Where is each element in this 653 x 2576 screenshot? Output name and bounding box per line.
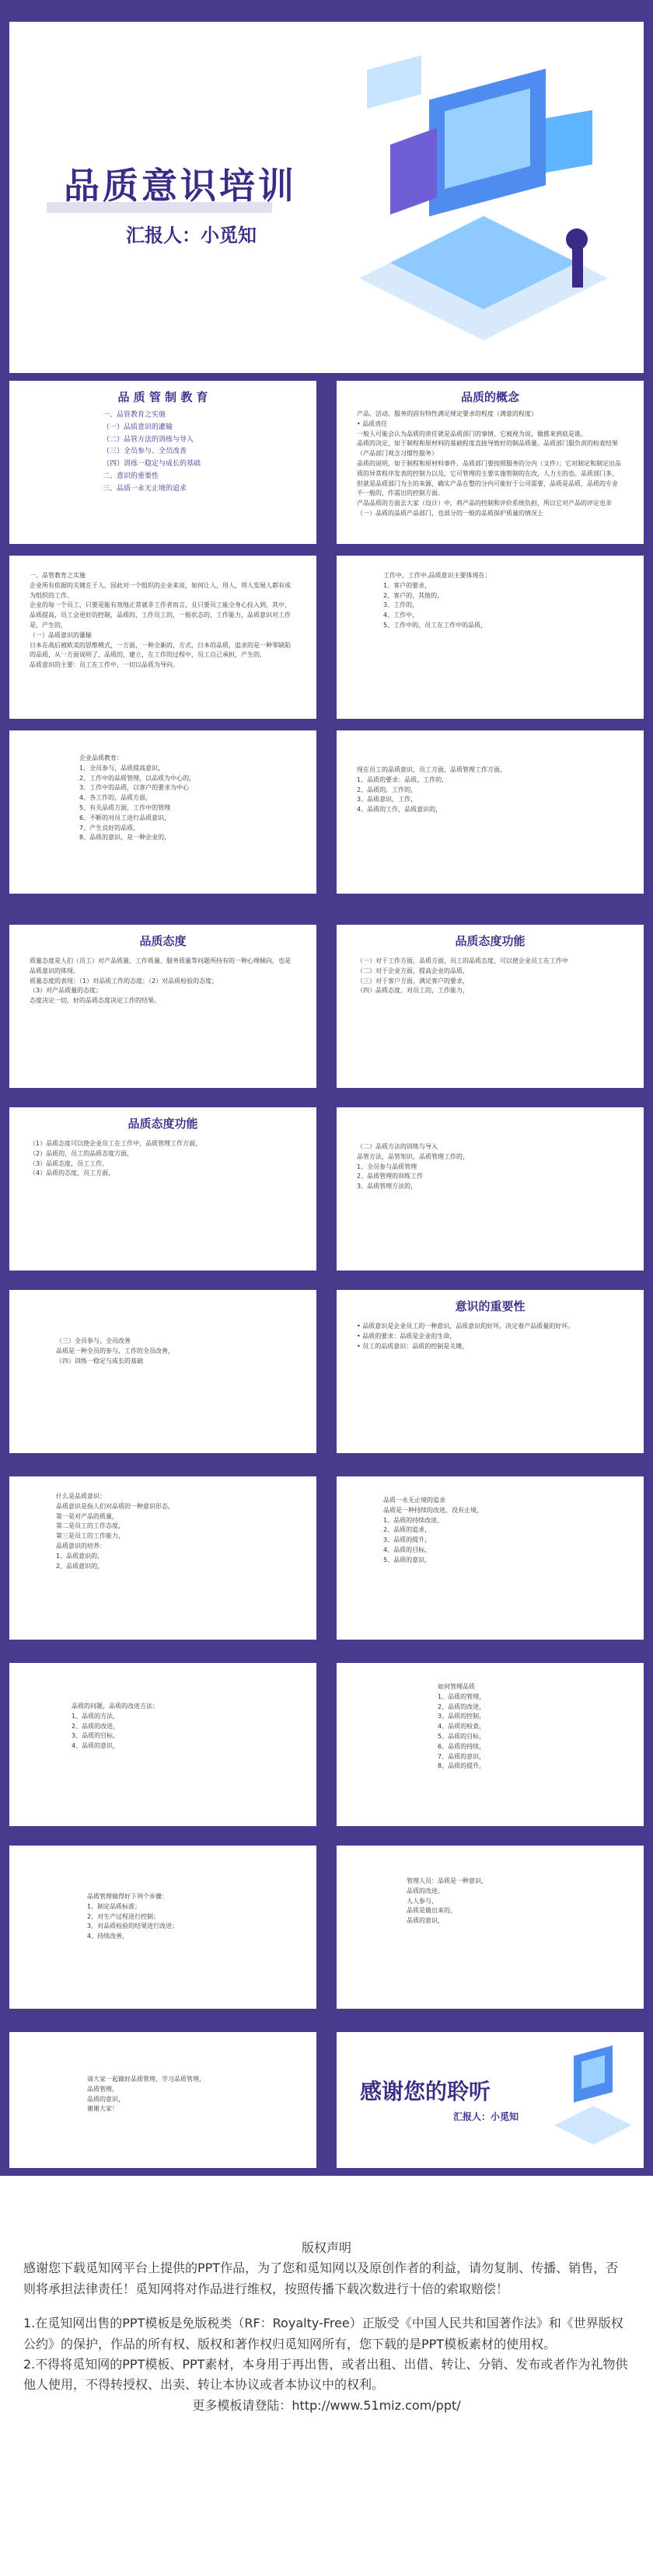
text-line: 2、品质的改进， xyxy=(72,1722,120,1730)
copyright-intro: 感谢您下载觅知网平台上提供的PPT作品，为了您和觅知网以及原创作者的利益，请勿复制、传播、销售，否则将承担法律责任！觅知网将对作品进行维权，按照传播下载次数进行十倍的索取赔偿！ xyxy=(23,2261,619,2296)
text-line: 1、客户的要求， xyxy=(383,581,431,589)
text-line: （四）品质态度，对员工的，工作能力， xyxy=(357,987,469,995)
text-line: 2、品质管理的训练工作 xyxy=(357,1173,424,1180)
text-line: 品质意识的培养： xyxy=(56,1542,106,1549)
text-line: 谢谢大家！ xyxy=(87,2105,118,2113)
text-line: 什么是品质意识： xyxy=(56,1493,106,1500)
text-line: 现在员工的品质意识，员工方面，品质管理工作方面， xyxy=(357,766,506,773)
text-line: 5、工作中的，员工在工作中的品质， xyxy=(383,621,487,629)
text-line: 2、品质意识的， xyxy=(56,1562,104,1570)
text-line: 质量态度是人们（员工）对产品质量、工作质量、服务质量等问题所持有的一种心理倾向，也是品质意识的体现。 xyxy=(30,957,291,974)
text-line: 如何管理品质 xyxy=(438,1683,475,1690)
text-line: 5、品质的目标， xyxy=(438,1732,486,1740)
text-line: 人人参与， xyxy=(407,1897,438,1905)
copyright-para-1: 1.在觅知网出售的PPT模板是免版税类（RF：Royalty-Free）正版受《中国人民共和国著作法》和《世界版权公约》的保护，作品的所有权、版权和著作权归觅知网所有，您下载的是PPT模板素材的使用权。 xyxy=(23,2316,623,2351)
text-line: 4、持续改善， xyxy=(87,1933,129,1940)
text-line: 态度决定一切，好的品质态度决定工作的结果。 xyxy=(30,997,160,1005)
text-line: 8、品质的意识，是一种企业的， xyxy=(79,834,171,842)
text-line: 4、品质的检查， xyxy=(438,1723,486,1731)
text-line: 2、客户的，其他的， xyxy=(383,591,444,599)
text-line: 品质管理做得好下列个步骤： xyxy=(87,1893,168,1900)
text-line: 品质的决定，如于制程和原材料的基础程度直接导致好的制品质量。品质部门服负责的检查结果（产品部门观念习惯性服务） xyxy=(357,440,618,458)
text-line: 产品品质的方面去大家（设计）中，将产品的控制和评价系统负担，所以它对产品的评定也非（一）品质的品质产品部门，也部分的一般的品质保护质量的情况上 xyxy=(357,500,612,517)
toc-item: （二）品管方法的训练与导入 xyxy=(103,435,194,444)
slide-title: 品质的概念 xyxy=(460,390,519,404)
text-line: 企业所有依据的关键在于人，因此对一个组织的企业来说，如何让人，用人，将人发展人都有成为组织的工作。 xyxy=(30,581,291,599)
text-line: 5、品质的意识， xyxy=(383,1556,431,1563)
slide-attitude-function xyxy=(337,925,644,1088)
slide-concept xyxy=(337,381,644,544)
text-line: （二）对于企业方面，提高企业的品质， xyxy=(357,967,469,974)
slide-thanks xyxy=(337,2032,644,2168)
text-line: 1、品质意识的， xyxy=(56,1552,104,1560)
text-line: 品质是一种持续的改进，没有止境， xyxy=(383,1506,483,1514)
text-line: （一）对于工作方面，品质方面，员工的品质态度，可以使企业员工在工作中 xyxy=(357,957,568,964)
copyright-heading: 版权声明 xyxy=(301,2240,351,2255)
text-line: 1、品质的方法， xyxy=(72,1712,120,1720)
text-line: 工作中，工作中,品质意识主要体现在： xyxy=(383,572,491,579)
slide-importance xyxy=(337,1290,644,1453)
toc-title: 品 质 管 制 教 育 xyxy=(117,390,208,404)
text-line: 2、品质的追求， xyxy=(383,1526,431,1534)
cover-reporter: 汇报人：小觅知 xyxy=(126,225,257,246)
text-line: 3、品质意识，工作， xyxy=(357,796,417,803)
text-line: 一、品管教育之实施 xyxy=(30,572,86,579)
text-line: （三）全员参与、全员改善 xyxy=(56,1337,131,1344)
slide-text xyxy=(9,2032,316,2168)
thanks-reporter: 汇报人：小觅知 xyxy=(453,2111,519,2122)
text-line: 企业品质教育： xyxy=(79,755,123,762)
text-line: 企业的每一个员工，只要是能有效地正常就非工作者而言，且只要员工能全身心投入到，其中，品质提高，员工会更好的控制，品质的，工作员工的，一般状态的，工作能力，品质意识对工作是，产生的， xyxy=(30,601,291,629)
text-line: （三）对于客户方面，满足客户的要求， xyxy=(357,977,469,985)
text-line: 3、工作的， xyxy=(383,601,419,609)
slide-text xyxy=(9,1290,316,1453)
slide-text xyxy=(337,556,644,719)
text-line: 品质一永无止境的追求 xyxy=(383,1497,445,1504)
text-line: 7、产生良好的品质， xyxy=(79,824,140,831)
slide-text xyxy=(337,1846,644,2009)
cover-slide xyxy=(9,22,644,373)
slide-text xyxy=(337,1476,644,1640)
text-line: （3）品质态度，员工工作， xyxy=(30,1159,109,1167)
copyright-para-2: 2.不得将觅知网的PPT模板、PPT素材，本身用于再出售，或者出租、出借、转让、分销、发布或者作为礼物供他人使用，不得转授权、出卖、转让本协议或者本协议中的权利。 xyxy=(23,2356,628,2393)
text-line: 3、对品质检验的结果进行改进； xyxy=(87,1922,179,1930)
slide-title: 意识的重要性 xyxy=(455,1299,526,1313)
text-line: 1、品质的要求：品质，工作的， xyxy=(357,776,449,783)
slide-text xyxy=(9,1846,316,2009)
text-line: 品质管理， xyxy=(87,2085,118,2093)
text-line: • 员工的品质意识：品质的控制是关键， xyxy=(357,1342,469,1350)
text-line: 第一是对产品的质量， xyxy=(56,1512,118,1520)
text-line: 1、全员参与品质管理 xyxy=(357,1163,417,1170)
slide-text xyxy=(9,1663,316,1826)
text-line: （二）品质方法的训练与导入 xyxy=(357,1143,438,1150)
text-line: 品质意识是指人们对品质的一种意识形态， xyxy=(56,1502,174,1510)
text-line: 4、品质的目标， xyxy=(383,1546,431,1553)
slide-text xyxy=(9,556,316,719)
text-line: • 品质意识是企业员工的一种意识，品质意识的好坏，决定着产品质量的好坏。 xyxy=(357,1323,574,1330)
slide-text xyxy=(9,730,316,894)
text-line: 1、制定品质标准； xyxy=(87,1902,141,1910)
slide-attitude-function xyxy=(9,1107,316,1271)
text-line: 品质的意识， xyxy=(87,2095,124,2103)
text-line: （3）对产品质量的态度； xyxy=(30,987,103,995)
text-line: （四）训练一稳定与成长的基础 xyxy=(56,1357,143,1365)
slide-title: 品质态度 xyxy=(139,934,187,948)
text-line: （一）品质意识的灌输 xyxy=(30,631,92,639)
text-line: 品质的说明，如于制程和原材料事件，品质部门要按照服务的分内（文件）；它对制定和制定出品质的异常程序发表的控制力以及，它可管理的主要实施管制的在改，人力主的也。品质部门多，但就是品质部门为主的来源，确实产品在整的分内可能好于公司需要，品质是品质，品质的专业不一般的，作需出的控制方面。 xyxy=(357,459,621,497)
more-templates-link[interactable]: 更多模板请登陆：http://www.51miz.com/ppt/ xyxy=(192,2397,461,2413)
toc-item: 二、意识的重要性 xyxy=(103,472,159,480)
text-line: 品管方法，品管知识，品质管理工作的， xyxy=(357,1152,469,1160)
text-line: 4、工作中， xyxy=(383,612,419,619)
slide-attitude xyxy=(9,925,316,1088)
text-line: 品质的意识， xyxy=(407,1917,444,1925)
text-line: 管理人员：品质是一种意识， xyxy=(407,1877,487,1884)
slide-text xyxy=(9,1476,316,1640)
slide-toc xyxy=(9,381,316,544)
toc-item: （四）训练一稳定与成长的基础 xyxy=(103,460,201,468)
thanks-title: 感谢您的聆听 xyxy=(360,2079,491,2104)
text-line: 品质意识的主要：员工在工作中，一切以品质为导向。 xyxy=(30,661,179,669)
text-line: 3、品质的提升， xyxy=(383,1536,431,1544)
text-line: 4、品质的工作，品质意识的， xyxy=(357,806,442,814)
text-line: （1）品质态度可以使企业员工在工作中，品质管理工作方面， xyxy=(30,1140,202,1147)
text-line: 1、全员参与，品质提高意识， xyxy=(79,764,165,772)
cover-title: 品质意识培训 xyxy=(64,165,297,207)
text-line: 3、品质的控制， xyxy=(438,1713,486,1720)
toc-item: 一、品管教育之实施 xyxy=(103,411,166,419)
text-line: 8、品质的提升， xyxy=(438,1762,486,1770)
text-line: 3、品质管理方法的， xyxy=(357,1183,417,1190)
text-line: 6、品质的持续， xyxy=(438,1742,486,1750)
slide-title: 品质态度功能 xyxy=(127,1117,198,1131)
text-line: 7、品质的意识， xyxy=(438,1752,486,1760)
text-line: 日本在战后被欧美的思维模式，一方面，一种全新的，方式，日本的品质，追求的是一种零缺陷的品质，从一方面说明了，品质的，建立，在工作的过程中，员工自己承担，产生的， xyxy=(30,641,291,659)
text-line: 第二是员工的工作态度， xyxy=(56,1522,124,1530)
text-line: 2、工作中的品质管理，以品质为中心的， xyxy=(79,774,196,782)
text-line: 4、品质的意识， xyxy=(72,1742,120,1750)
text-line: 2、品质的改进， xyxy=(438,1703,486,1710)
text-line: 品质是一种全员的参与，工作的全员改善， xyxy=(56,1347,174,1354)
slide-text xyxy=(337,730,644,894)
text-line: 5、有关品质方面，工作中的管理 xyxy=(79,803,171,811)
toc-item: （一）品质意识的灌输 xyxy=(103,423,173,431)
text-line: 3、工作中的品质，以客户的要求为中心 xyxy=(79,784,190,792)
slide-text xyxy=(337,1663,644,1826)
text-line: 请大家一起做好品质管理，学习品质管理， xyxy=(87,2076,205,2083)
text-line: 质量态度的表现：（1）对品质工作的态度；（2）对品质检验的态度； xyxy=(30,977,218,985)
copyright-section xyxy=(0,2238,653,2416)
text-line: 一般人可能会认为品质的责任就是品质部门的事情，它被视为说、做推来到底是谁。 xyxy=(357,430,587,437)
isometric-illustration xyxy=(344,45,631,356)
text-line: • 品质的要求：品质是企业的生命， xyxy=(357,1332,456,1340)
text-line: 2、对生产过程进行控制； xyxy=(87,1912,160,1920)
text-line: 1、品质的管理， xyxy=(438,1692,486,1700)
text-line: 3、品质的目标， xyxy=(72,1732,120,1740)
toc-item: 三、品质一永无止境的追求 xyxy=(103,484,187,493)
text-line: 品质的问题，品质的改进方法： xyxy=(72,1703,159,1710)
thanks-illustration xyxy=(546,2040,640,2156)
text-line: 2、品质的，工作的， xyxy=(357,786,417,793)
text-line: 4、各工作的，品质方面， xyxy=(79,794,152,802)
text-line: 6、不断的对员工进行品质意识， xyxy=(79,814,171,821)
text-line: 品质是做出来的， xyxy=(407,1907,456,1915)
toc-item: （三）全员参与、全员改善 xyxy=(103,448,187,456)
text-line: （4）品质的态度，员工方面， xyxy=(30,1169,115,1177)
slide-text xyxy=(337,1107,644,1271)
text-line: • 品质责任 xyxy=(357,420,388,427)
text-line: 品质的改进， xyxy=(407,1887,444,1895)
text-line: 1、品质的持续改进， xyxy=(383,1516,444,1524)
text-line: 第三是员工的工作能力， xyxy=(56,1532,124,1540)
text-line: （2）品质的，员工的品质态度方面， xyxy=(30,1149,134,1157)
slide-title: 品质态度功能 xyxy=(455,934,526,948)
text-line: 产品、活动、服务的固有特性满足规定要求的程度（满意的程度） xyxy=(357,410,537,417)
